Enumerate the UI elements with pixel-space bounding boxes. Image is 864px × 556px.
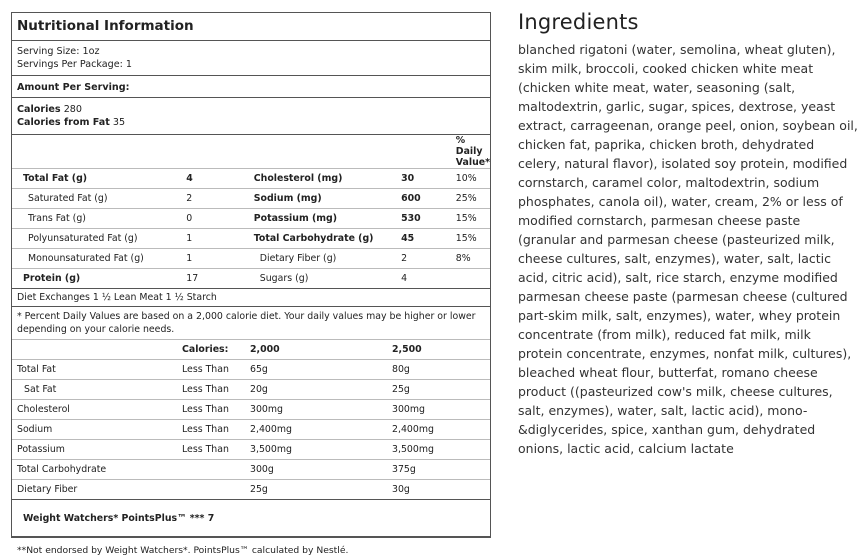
dv-row: Sodium Less Than 2,400mg 2,400mg [12, 420, 490, 440]
serving-size: Serving Size: 1oz [17, 46, 100, 57]
nutrient-table [12, 135, 490, 289]
nutrient-row: Trans Fat (g) 0 Potassium (mg) 530 15% [12, 209, 490, 229]
calories-value: 280 [63, 104, 83, 115]
dv-header: % Daily Value* [455, 135, 490, 168]
dv-header-row [12, 135, 490, 169]
dv-row: Total Fat Less Than 65g 80g [12, 360, 490, 380]
dv-calories-row: Calories: 2,000 2,500 [12, 340, 490, 360]
dv-row: Potassium Less Than 3,500mg 3,500mg [12, 440, 490, 460]
nutrient-row: Saturated Fat (g) 2 Sodium (mg) 600 25% [12, 189, 490, 209]
dv-row: Sat Fat Less Than 20g 25g [12, 380, 490, 400]
ingredients-section [518, 10, 858, 458]
serving-info [12, 41, 490, 76]
dv-row: Cholesterol Less Than 300mg 300mg [12, 400, 490, 420]
dv-row: Total Carbohydrate 300g 375g [12, 460, 490, 480]
servings-per-package: Servings Per Package: 1 [17, 59, 132, 70]
nutrition-title: Nutritional Information [12, 13, 490, 41]
calories-label: Calories [17, 104, 61, 115]
disclaimer: **Not endorsed by Weight Watchers*. PointsPlus™ calculated by Nestlé. [17, 545, 349, 556]
calories-fat-value: 35 [112, 117, 126, 128]
nutrient-row: Polyunsaturated Fat (g) 1 Total Carbohydrate (g) 45 15% [12, 229, 490, 249]
diet-exchanges: Diet Exchanges 1 ½ Lean Meat 1 ½ Starch [12, 289, 490, 307]
nutrient-row: Protein (g) 17 Sugars (g) 4 [12, 269, 490, 289]
amount-per-serving: Amount Per Serving: [12, 76, 490, 98]
nutrient-row: Total Fat (g) 4 Cholesterol (mg) 30 10% [12, 169, 490, 189]
ingredients-text: blanched rigatoni (water, semolina, wheat gluten), skim milk, broccoli, cooked chicken white meat (chicken white meat, water, seasoning (salt, maltodextrin, garlic, sugar, spices, dextrose, yeast extract, carrageenan, orange peel, onion, soybean oil, chicken fat, paprika, chicken broth, dehydrated celery, natural flavor), isolated soy protein, modified cornstarch, caramel color, maltodextrin, sodium phosphates, canola oil), water, cream, 2% or less of modified cornstarch, parmesan cheese paste (granular and parmesan cheese (pasteurized milk, cheese cultures, salt, enzymes), water, salt, lactic acid, citric acid), salt, rice starch, enzyme modified parmesan cheese paste (parmesan cheese (cultured part-skim milk, salt, enzymes), water, whey protein concentrate (from milk), reduced fat milk, milk protein concentrate, enzymes, nonfat milk, cultures), bleached wheat flour, butterfat, romano cheese product ((pasteurized cow's milk, cheese cultures, salt, enzymes), water, salt, lactic acid), mono-&diglycerides, spice, xanthan gum, dehydrated onions, lactic acid, calcium lactate [518, 42, 858, 456]
calories-section [12, 98, 490, 135]
ingredients-title: Ingredients [518, 10, 639, 34]
daily-value-table [12, 340, 490, 500]
calories-fat-label: Calories from Fat [17, 117, 110, 128]
weight-watchers-points: Weight Watchers* PointsPlus™ *** 7 [12, 500, 490, 537]
daily-value-footnote: * Percent Daily Values are based on a 2,000 calorie diet. Your daily values may be higher or lower depending on your calorie needs. [12, 307, 490, 340]
dv-row: Dietary Fiber 25g 30g [12, 480, 490, 500]
nutrition-panel [11, 12, 491, 556]
nutrient-row: Monounsaturated Fat (g) 1 Dietary Fiber (g) 2 8% [12, 249, 490, 269]
